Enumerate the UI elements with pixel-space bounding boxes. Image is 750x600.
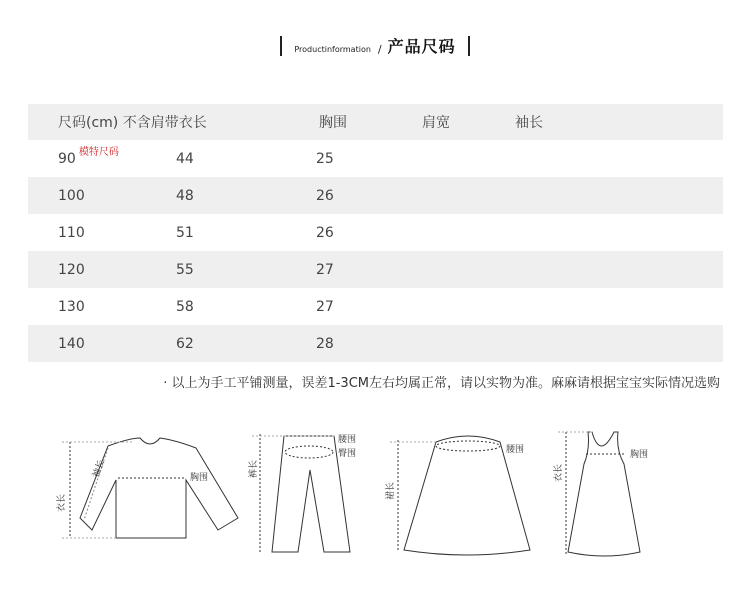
- pants-hip-line: [285, 446, 333, 458]
- cell-chest: 27: [316, 298, 334, 315]
- table-row: [28, 251, 723, 288]
- right-divider-bar: [468, 36, 470, 56]
- cell-size: 110: [58, 224, 85, 241]
- dress-length-label: 衣长: [554, 463, 564, 482]
- shirt-sleeve-line: [84, 448, 108, 520]
- cell-length: 51: [176, 224, 194, 241]
- cell-size: 90 模特尺码: [28, 140, 176, 177]
- cell-size: 130: [58, 298, 85, 315]
- cell-chest: 25: [316, 150, 334, 167]
- header-length: 不含肩带衣长: [122, 115, 207, 131]
- measurement-note: · 以上为手工平铺测量，误差1-3CM左右均属正常，请以实物为准。麻麻请根据宝宝实际情况选购: [163, 376, 720, 391]
- title-slash: /: [377, 43, 382, 56]
- skirt-waist-line: [436, 441, 500, 451]
- cell-size: 100: [58, 187, 85, 204]
- dress-chest-label: 胸围: [630, 450, 649, 460]
- cell-sleeve: [515, 325, 723, 362]
- skirt-waist-label: 腰围: [506, 445, 525, 455]
- shirt-chest-label: 胸围: [190, 473, 209, 483]
- header-shoulder: 肩宽: [422, 115, 450, 131]
- shirt-diagram: [62, 438, 238, 538]
- cell-chest: 26: [316, 224, 334, 241]
- cell-length: 62: [176, 335, 194, 352]
- page-header: [0, 36, 750, 60]
- header-size-and-length: [28, 104, 286, 140]
- size-table: [28, 104, 723, 362]
- header-chest: 胸围: [319, 115, 347, 131]
- header-size: 尺码(cm): [58, 115, 119, 131]
- cell-sleeve: [515, 251, 723, 288]
- measurement-diagrams: [0, 420, 750, 580]
- header-sleeve: 袖长: [515, 115, 543, 131]
- pants-hip-label: 臀围: [338, 449, 357, 459]
- left-divider-bar: [280, 36, 282, 56]
- cell-size: 140: [58, 335, 85, 352]
- cell-chest: 28: [316, 335, 334, 352]
- cell-length: 48: [176, 187, 194, 204]
- cell-chest: 26: [316, 187, 334, 204]
- shirt-length-label: 衣长: [57, 493, 67, 512]
- cell-sleeve: [515, 177, 723, 214]
- shirt-outline: [80, 438, 238, 538]
- pants-waist-label: 腰围: [338, 435, 357, 445]
- table-row: [28, 325, 723, 362]
- cell-sleeve: [515, 288, 723, 325]
- cell-size: 120: [58, 261, 85, 278]
- table-header-row: [28, 104, 723, 140]
- shirt-sleeve-label: 袖长: [91, 458, 107, 480]
- model-size-tag: 模特尺码: [78, 146, 119, 158]
- cell-length: 58: [176, 298, 194, 315]
- table-row: [28, 140, 723, 177]
- cell-shoulder: [422, 177, 515, 214]
- cell-shoulder: [422, 214, 515, 251]
- cell-sleeve: [515, 140, 723, 177]
- pants-length-label: 裤长: [249, 459, 259, 478]
- pants-diagram: [252, 434, 350, 552]
- title-chinese: 产品尺码: [387, 37, 456, 56]
- cell-chest: 27: [316, 261, 334, 278]
- table-row: [28, 177, 723, 214]
- table-row: [28, 288, 723, 325]
- cell-sleeve: [515, 214, 723, 251]
- cell-length: 55: [176, 261, 194, 278]
- title-english: Productinformation: [294, 45, 371, 54]
- table-row: [28, 214, 723, 251]
- cell-length: 44: [176, 150, 194, 167]
- cell-shoulder: [422, 140, 515, 177]
- cell-shoulder: [422, 251, 515, 288]
- skirt-length-label: 裙长: [386, 481, 396, 500]
- cell-shoulder: [422, 288, 515, 325]
- cell-shoulder: [422, 325, 515, 362]
- dress-diagram: [558, 432, 640, 556]
